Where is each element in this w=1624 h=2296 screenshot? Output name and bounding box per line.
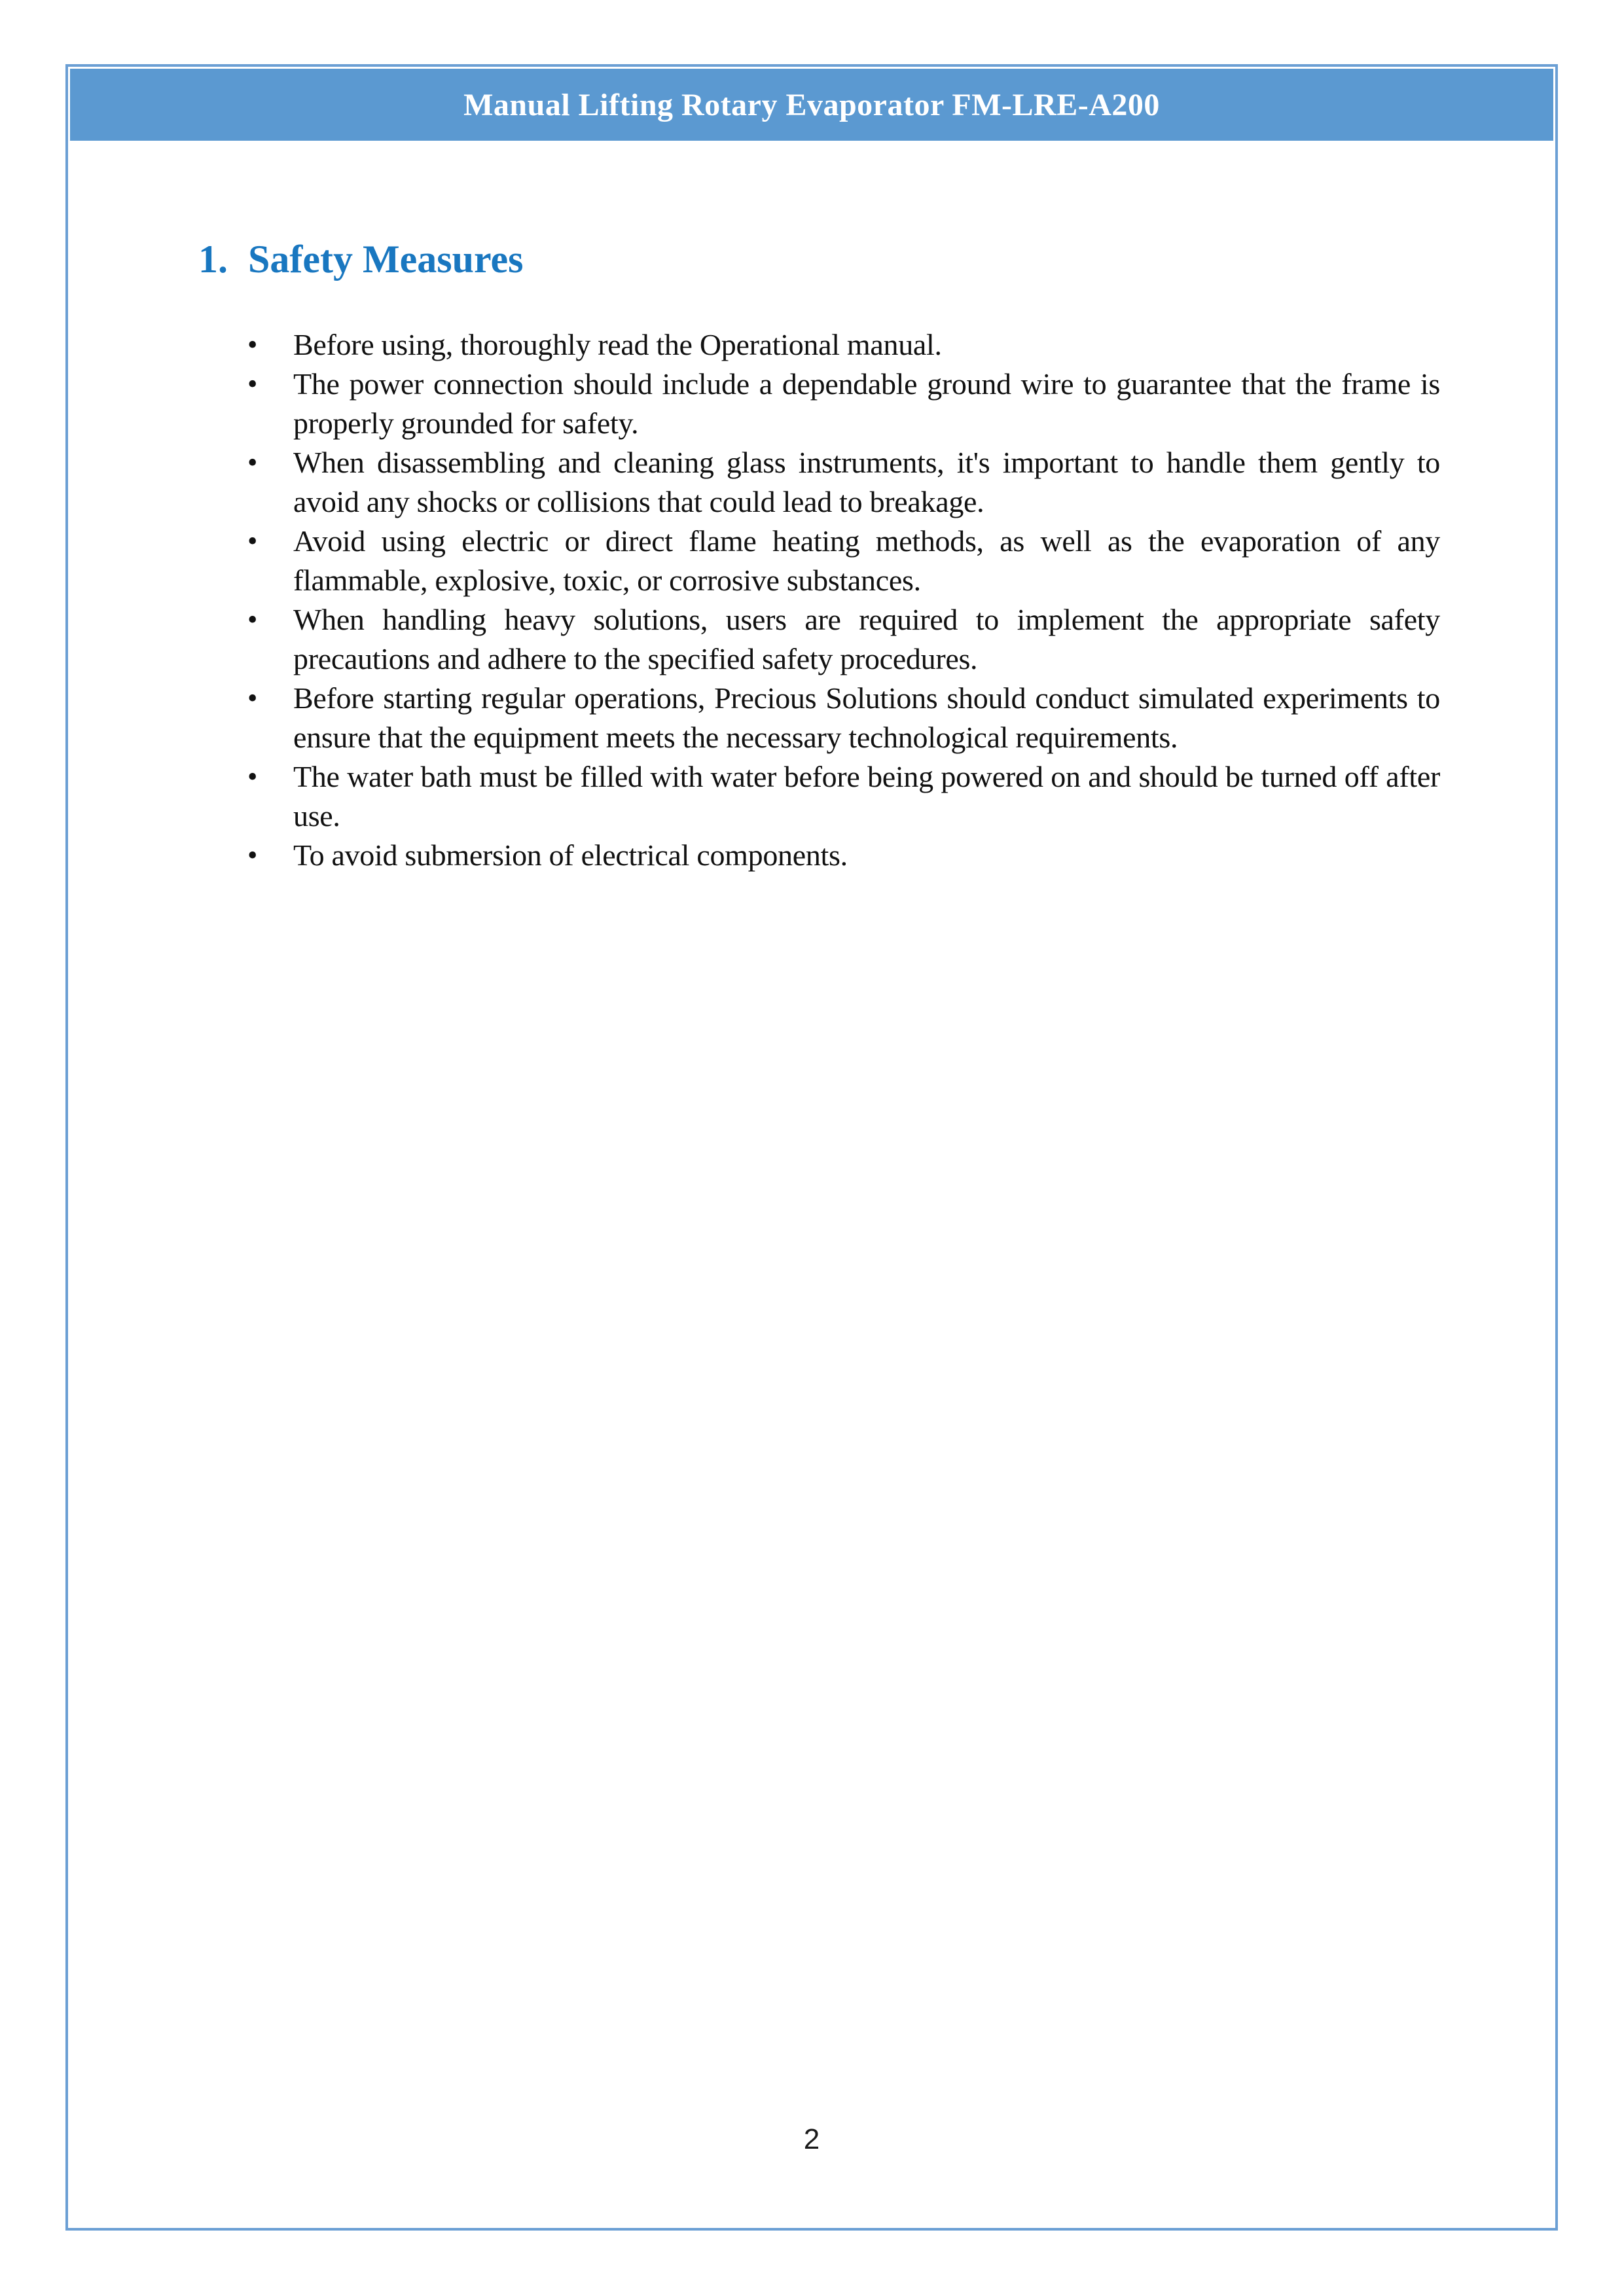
bullet-text: When handling heavy solutions, users are required to implement the appropriate safety precautions and adhere to the specified safety procedures. — [293, 603, 1440, 675]
header-banner — [70, 69, 1553, 141]
safety-bullet-list — [68, 325, 1555, 875]
list-item — [247, 522, 1440, 600]
bullet-text: To avoid submersion of electrical components. — [293, 838, 848, 872]
bullet-text: The water bath must be filled with water before being powered on and should be turned off after use. — [293, 760, 1440, 833]
list-item — [247, 679, 1440, 757]
bullet-icon: • — [247, 761, 258, 793]
content-area — [68, 239, 1555, 875]
bullet-text: Avoid using electric or direct flame heating methods, as well as the evaporation of any flammable, explosive, toxic, or corrosive substances. — [293, 524, 1440, 597]
page-border — [65, 64, 1558, 2231]
list-item — [247, 325, 1440, 365]
bullet-icon: • — [247, 368, 258, 400]
section-number: 1. — [198, 238, 228, 281]
list-item — [247, 600, 1440, 679]
bullet-icon: • — [247, 682, 258, 714]
section-heading — [198, 239, 1555, 279]
list-item — [247, 757, 1440, 836]
page-number: 2 — [803, 2123, 820, 2155]
bullet-text: Before starting regular operations, Precious Solutions should conduct simulated experiments to ensure that the equipment meets the necessary technological requirements. — [293, 681, 1440, 754]
bullet-icon: • — [247, 603, 258, 636]
bullet-icon: • — [247, 525, 258, 557]
bullet-icon: • — [247, 446, 258, 478]
bullet-icon: • — [247, 329, 258, 361]
bullet-icon: • — [247, 839, 258, 871]
bullet-text: Before using, thoroughly read the Operational manual. — [293, 328, 942, 361]
section-title: Safety Measures — [248, 238, 524, 281]
document-title: Manual Lifting Rotary Evaporator FM-LRE-A200 — [463, 87, 1160, 122]
list-item — [247, 365, 1440, 443]
bullet-text: The power connection should include a dependable ground wire to guarantee that the frame is properly grounded for safety. — [293, 367, 1440, 440]
list-item — [247, 836, 1440, 875]
list-item — [247, 443, 1440, 522]
bullet-text: When disassembling and cleaning glass instruments, it's important to handle them gently to avoid any shocks or collisions that could lead to breakage. — [293, 446, 1440, 518]
